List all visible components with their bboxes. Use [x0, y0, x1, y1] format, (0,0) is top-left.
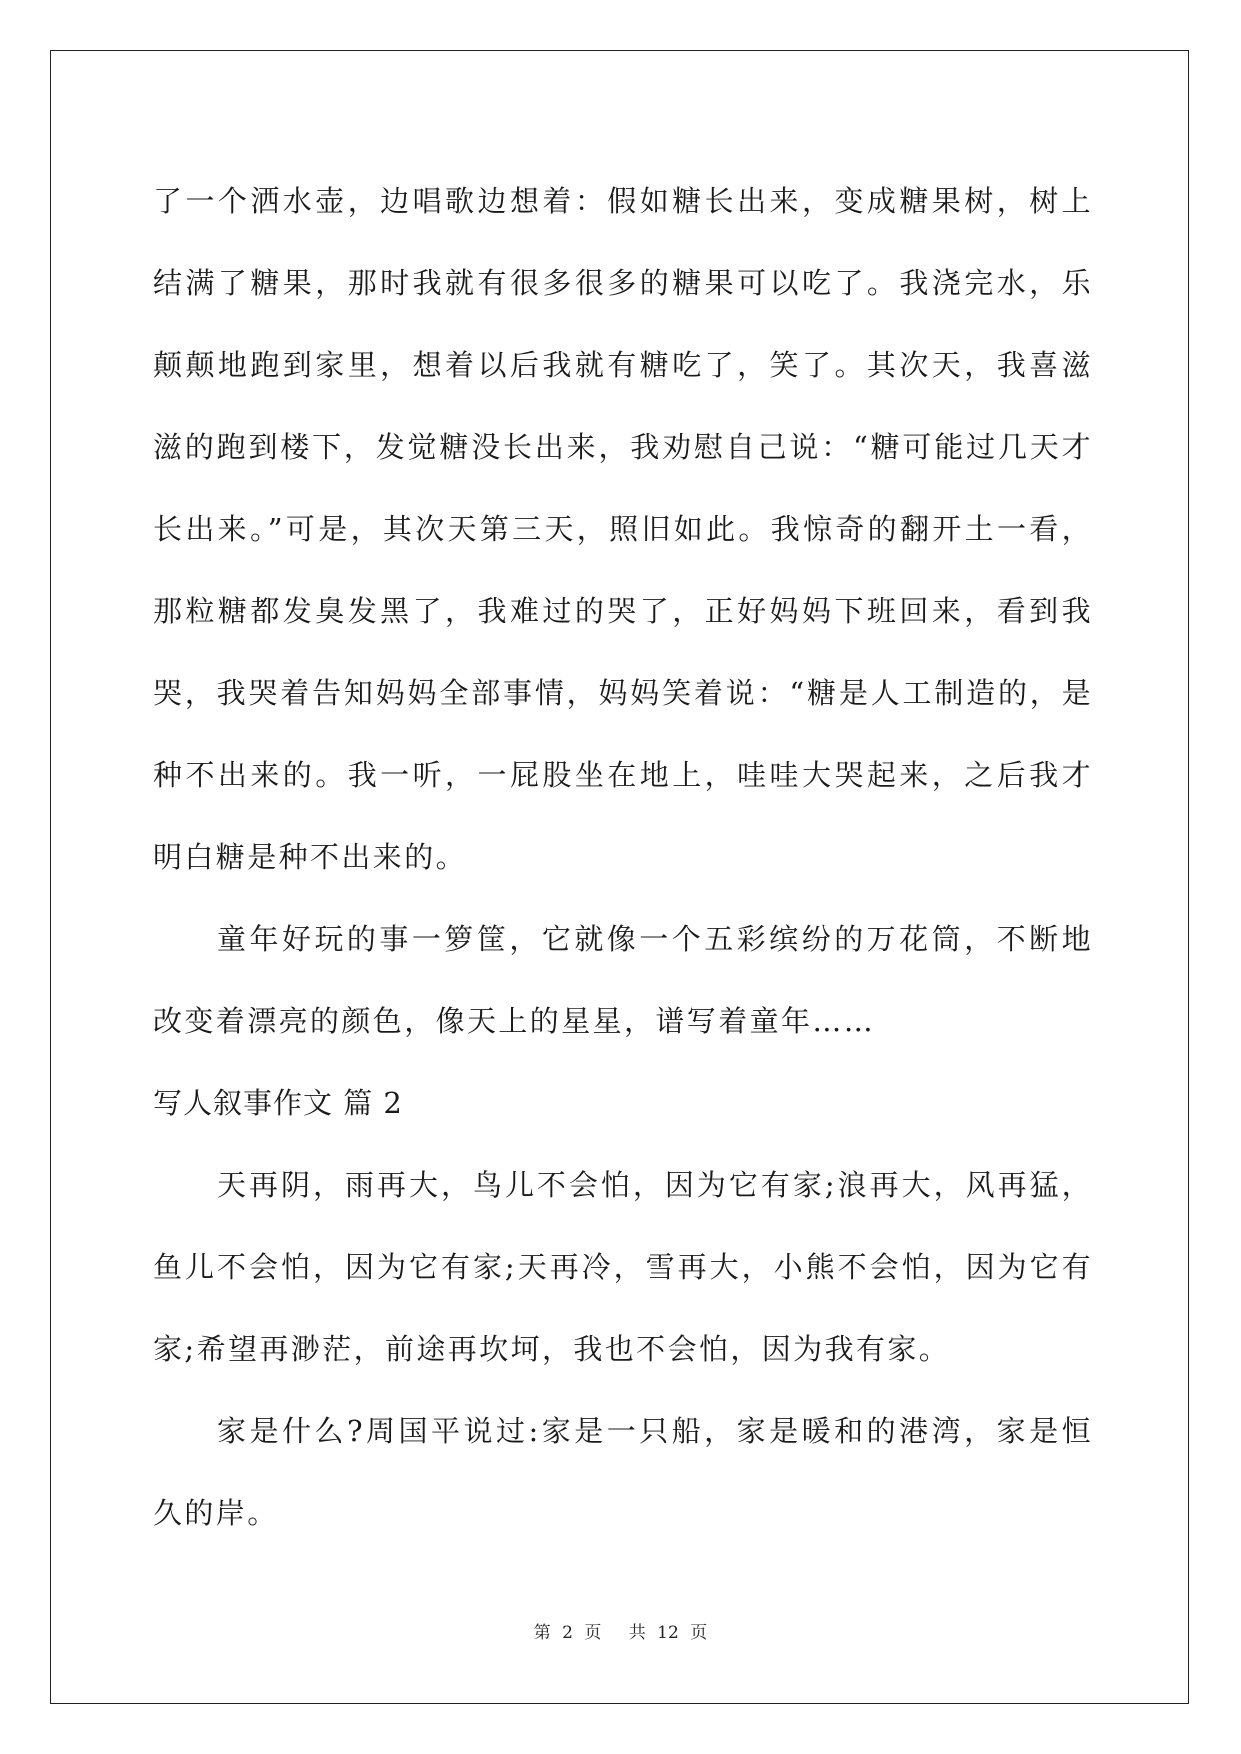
page-footer — [0, 1618, 1241, 1643]
page-total: 共 12 页 — [628, 1623, 708, 1643]
paragraph-home-definition: 家是什么?周国平说过:家是一只船，家是暖和的港湾，家是恒久的岸。 — [153, 1414, 1093, 1530]
document-body — [153, 160, 1093, 1554]
paragraph-continued: 了一个洒水壶，边唱歌边想着：假如糖长出来，变成糖果树，树上结满了糖果，那时我就有很多很多的糖果可以吃了。我浇完水，乐颠颠地跑到家里，想着以后我就有糖吃了，笑了。其次天，我喜滋滋的跑到楼下，发觉糖没长出来，我劝慰自己说：“糖可能过几天才长出来。”可是，其次天第三天，照旧如此。我惊奇的翻开土一看，那粒糖都发臭发黑了，我难过的哭了，正好妈妈下班回来，看到我哭，我哭着告知妈妈全部事情，妈妈笑着说：“糖是人工制造的，是种不出来的。我一听，一屁股坐在地上，哇哇大哭起来，之后我才明白糖是种不出来的。 — [153, 184, 1093, 874]
paragraph-childhood-summary: 童年好玩的事一箩筐，它就像一个五彩缤纷的万花筒，不断地改变着漂亮的颜色，像天上的星星，谱写着童年…… — [153, 922, 1093, 1038]
section-heading: 写人叙事作文 篇 2 — [153, 1086, 403, 1120]
paragraph-home-intro: 天再阴，雨再大，鸟儿不会怕，因为它有家;浪再大，风再猛，鱼儿不会怕，因为它有家;天再冷，雪再大，小熊不会怕，因为它有家;希望再渺茫，前途再坎坷，我也不会怕，因为我有家。 — [153, 1168, 1093, 1366]
page-number: 第 2 页 — [533, 1623, 602, 1643]
